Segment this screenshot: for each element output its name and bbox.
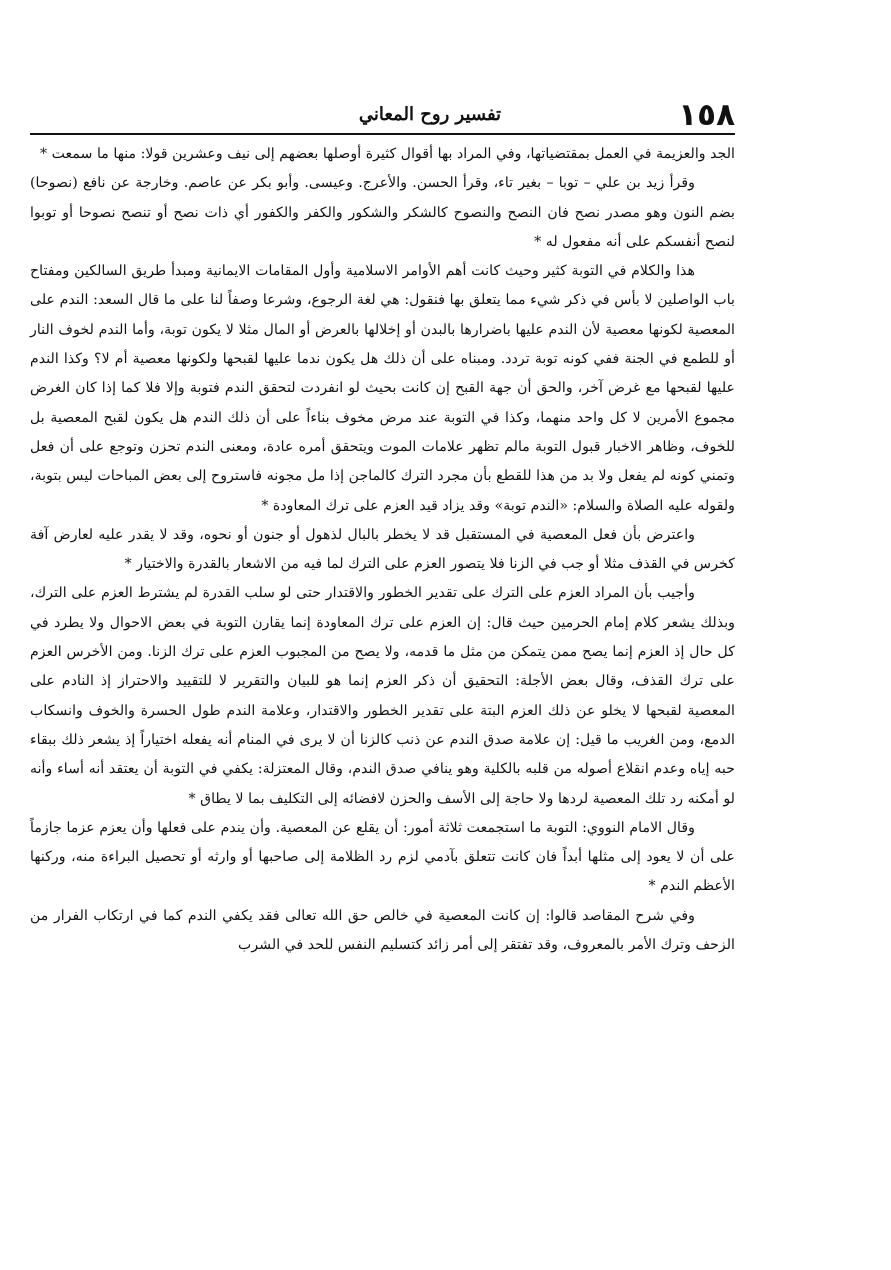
- page-number: ١٥٨: [678, 97, 735, 133]
- page-header: [30, 98, 735, 132]
- paragraph: واعترض بأن فعل المعصية في المستقبل قد لا يخطر بالبال لذهول أو جنون أو نحوه، وقد لا يقدر عليه لعارض آفة كخرس في القذف مثلا أو جب في الزنا فلا يتصور العزم على الترك لما فيه من الاشعار بالقدرة والاختيار *: [30, 526, 735, 573]
- paragraph: الجد والعزيمة في العمل بمقتضياتها، وفي المراد بها أقوال كثيرة أوصلها بعضهم إلى نيف وعشرين قولا: منها ما سمعت *: [39, 146, 735, 162]
- header-rule: [30, 133, 735, 135]
- paragraph: وأجيب بأن المراد العزم على الترك على تقدير الخطور والاقتدار حتى لو سلب القدرة لم يشترط العزم على الترك، وبذلك يشعر كلام إمام الحرمين حيث قال: إن العزم على ترك المعاودة إنما يقارن التوبة في بعض الاحوال ولا يطرد في كل حال إذ العزم إنما يصح ممن يتمكن من مثل ما قدمه، ولا يصح من المجبوب العزم على ترك الزنا. ومن الأخرس العزم على ترك القذف، وقال بعض الأجلة: التحقيق أن ذكر العزم إنما هو للبيان والتقرير لا للتقييد والاحتراز إذ النادم على المعصية لقبحها لا يخلو عن ذلك العزم البتة على تقدير الخطور والاقتدار، وعلامة الندم طول الحسرة والخوف وانسكاب الدمع، ومن الغريب ما قيل: إن علامة صدق الندم عن ذنب كالزنا أن لا يرى في المنام أنه يفعله اختياراً إذ يشعر ذلك ببقاء حبه إياه وعدم انقلاع أصوله من قلبه بالكلية وهو ينافي صدق الندم، وقال المعتزلة: يكفي في التوبة أن يعتقد أنه أساء وأنه لو أمكنه رد تلك المعصية لردها ولا حاجة إلى الأسف والحزن لافضائه إلى التكليف بما لا يطاق *: [30, 585, 735, 807]
- body-text: [30, 140, 735, 960]
- paragraph: وقال الامام النووي: التوبة ما استجمعت ثلاثة أمور: أن يقلع عن المعصية. وأن يندم على فعلها وأن يعزم عزما جازماً على أن لا يعود إلى مثلها أبداً فان كانت تتعلق بآدمي لزم رد الظلامة إلى صاحبها أو وارثه أو تحصيل البراءة منه، وركنها الأعظم الندم *: [30, 819, 735, 895]
- paragraph: هذا والكلام في التوبة كثير وحيث كانت أهم الأوامر الاسلامية وأول المقامات الايمانية ومبدأ طريق السالكين ومفتاح باب الواصلين لا بأس في ذكر شيء مما يتعلق بها فنقول: هي لغة الرجوع، وشرعا وصفاً لنا على ما قال السعد: الندم على المعصية لكونها معصية لأن الندم عليها باضرارها بالبدن أو إخلالها بالعرض أو المال مثلا لا يكون توبة، وأما الندم لخوف النار أو للطمع في الجنة ففي كونه توبة تردد. ومبناه على أن ذلك هل يكون ندما عليها لقبحها ولكونها معصية أم لا؟ وكذا الندم عليها لقبحها مع غرض آخر، والحق أن جهة القبح إن كانت بحيث لو انفردت لتحقق الندم فتوبة وإلا فلا كما إذا كان الغرض مجموع الأمرين لا كل واحد منهما، وكذا في التوبة عند مرض مخوف بناءاً على أن ذلك الندم هل يكون لقبح المعصية بل للخوف، وظاهر الاخبار قبول التوبة مالم تظهر علامات الموت ويتحقق أمره عادة، ومعنى الندم تحزن وتوجع على أن فعل وتمني كونه لم يفعل ولا بد من هذا للقطع بأن مجرد الترك كالماجن إذا مل مجونه فاستروح إلى بعض المباحات ليس بتوبة، ولقوله عليه الصلاة والسلام: «الندم توبة» وقد يزاد قيد العزم على ترك المعاودة *: [30, 263, 735, 514]
- paragraph: وفي شرح المقاصد قالوا: إن كانت المعصية في خالص حق الله تعالى فقد يكفي الندم كما في ارتكاب الفرار من الزحف وترك الأمر بالمعروف، وقد تفتقر إلى أمر زائد كتسليم النفس للحد في الشرب: [30, 907, 735, 954]
- paragraph: وقرأ زيد بن علي – توبا – بغير تاء، وقرأ الحسن. والأعرج. وعيسى. وأبو بكر عن عاصم. وخارجة عن نافع (نصوحا) بضم النون وهو مصدر نصح فان النصح والنصوح كالشكر والشكور والكفر والكفور أي ذات نصح أو تنصح نصوحا أو توبوا لنصح أنفسكم على أنه مفعول له *: [30, 175, 735, 250]
- running-title: تفسير روح المعاني: [358, 104, 502, 125]
